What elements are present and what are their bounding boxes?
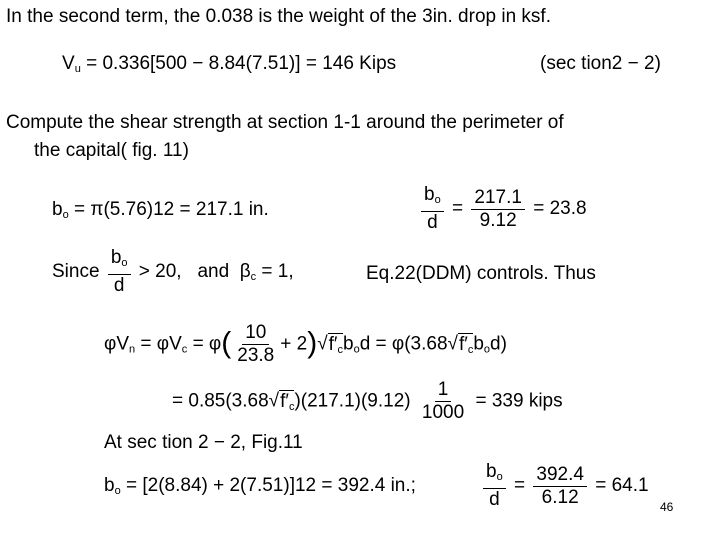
value-fc: f′ <box>280 390 289 412</box>
bo-over-d-fraction-2 <box>483 461 506 511</box>
page-number: 46 <box>660 500 674 514</box>
section-note: (sec tion2 − 2) <box>540 53 661 74</box>
since-num-sub: o <box>121 257 128 269</box>
phivn-tail3: d = φ(3.68 <box>359 333 448 355</box>
phivn-plus2: + 2 <box>280 333 308 355</box>
value-fraction-1000 <box>419 379 467 424</box>
frac-num: b <box>424 184 435 205</box>
ratio1-result: = 23.8 <box>533 198 587 220</box>
phivn-tail6: d) <box>490 333 507 355</box>
frac2-num-sub: o <box>496 471 503 483</box>
phivn-lhs: φV <box>104 333 129 355</box>
phivn-lhs-sub: n <box>129 343 136 356</box>
value-mid: )(217.1)(9.12) <box>294 390 411 412</box>
since-condition <box>52 247 294 297</box>
bo-d-ratio-2 <box>480 461 649 511</box>
since-num: b <box>110 247 122 268</box>
bo-lhs: b <box>52 199 63 220</box>
frac2-den: d <box>489 489 500 510</box>
since-fraction <box>108 247 131 297</box>
beta-value: = 1, <box>261 261 294 283</box>
since-word: Since <box>52 261 100 283</box>
bo2-rhs: = [2(8.84) + 2(7.51)]12 = 392.4 in.; <box>125 475 416 496</box>
value-frac-num: 1 <box>435 379 452 402</box>
since-den: d <box>113 275 125 296</box>
value-equation: = $0.85(3.68√f'_c)(217.1)(9.12)$ $\frac{1}{1000}$ = 339 kips <box>172 379 563 423</box>
frac-num-value: 217.1 <box>471 187 525 210</box>
phivn-bo-sub: o <box>353 343 360 356</box>
bo2-lhs: b <box>104 475 115 496</box>
ratio2-result: = 64.1 <box>595 475 649 497</box>
value-fraction-2 <box>533 464 587 509</box>
phivn-fc2: f′ <box>458 333 468 355</box>
phivn-mid-sub: c <box>181 343 188 356</box>
value-pre: = 0.85(3.68 <box>172 390 269 412</box>
value-fc-sub: c <box>288 400 295 413</box>
bo-d-ratio-1 <box>418 184 587 234</box>
phivn-fc2-sub: c <box>467 343 474 356</box>
phivn-eq2: = φ <box>192 333 222 355</box>
value-fraction <box>471 187 525 232</box>
frac2-num: b <box>486 461 497 482</box>
vu-lhs: V <box>62 53 75 74</box>
phivn-bo: b <box>342 333 354 355</box>
intro-text: In the second term, the 0.038 is the weight of the 3in. drop in ksf. <box>6 6 551 27</box>
shear-intro-line-1: Compute the shear strength at section 1-1 around the perimeter of <box>6 112 564 133</box>
frac-num-sub: o <box>434 194 441 206</box>
bo-rhs: = π(5.76)12 = 217.1 in. <box>73 199 269 220</box>
phivn-fraction <box>234 322 277 367</box>
phivn-frac-den: 23.8 <box>237 345 275 366</box>
phivn-fc-sub: c <box>337 343 343 356</box>
controls-text: Eq.22(DDM) controls. Thus <box>366 263 596 284</box>
at-section-label: At sec tion 2 − 2, Fig.11 <box>104 432 303 453</box>
frac-den: d <box>427 212 438 233</box>
phivn-fc: f′ <box>328 333 338 355</box>
bo2-lhs-sub: o <box>114 485 121 497</box>
phivn-mid: = φV <box>140 333 182 355</box>
value-frac-den: 1000 <box>421 402 465 423</box>
shear-intro-line-2: the capital( fig. 11) <box>34 140 189 161</box>
beta-sub: c <box>250 271 257 284</box>
beta-symbol: β <box>239 261 251 283</box>
bo-circle-equation <box>52 199 269 226</box>
phivn-bo2: b <box>473 333 484 355</box>
bo-rect-equation <box>104 475 416 502</box>
since-cond: > 20, <box>138 261 182 283</box>
bo-lhs-sub: o <box>62 209 69 221</box>
and-word: and <box>197 261 230 283</box>
vu-lhs-sub: u <box>74 63 81 75</box>
ratio2-eq: = <box>513 475 526 497</box>
vu-equation <box>62 53 396 80</box>
phivn-frac-num: 10 <box>242 322 269 345</box>
vu-rhs: = 0.336[500 − 8.84(7.51)] = 146 Kips <box>86 53 397 74</box>
value-result: = 339 kips <box>475 390 563 412</box>
frac2-num-value: 392.4 <box>533 464 587 487</box>
frac-den-value: 9.12 <box>479 209 517 231</box>
phi-vn-equation: $\varphi V_n = \varphi V_c = \varphi$( $\frac{10}{23.8}$ + $2)√f'_cb_od = \varphi(3.68√f'_cb_od)$ <box>104 322 507 366</box>
bo-over-d-fraction <box>421 184 444 234</box>
ratio1-eq: = <box>451 198 464 220</box>
phivn-bo2-sub: o <box>483 343 491 356</box>
frac2-den-value: 6.12 <box>541 486 579 508</box>
